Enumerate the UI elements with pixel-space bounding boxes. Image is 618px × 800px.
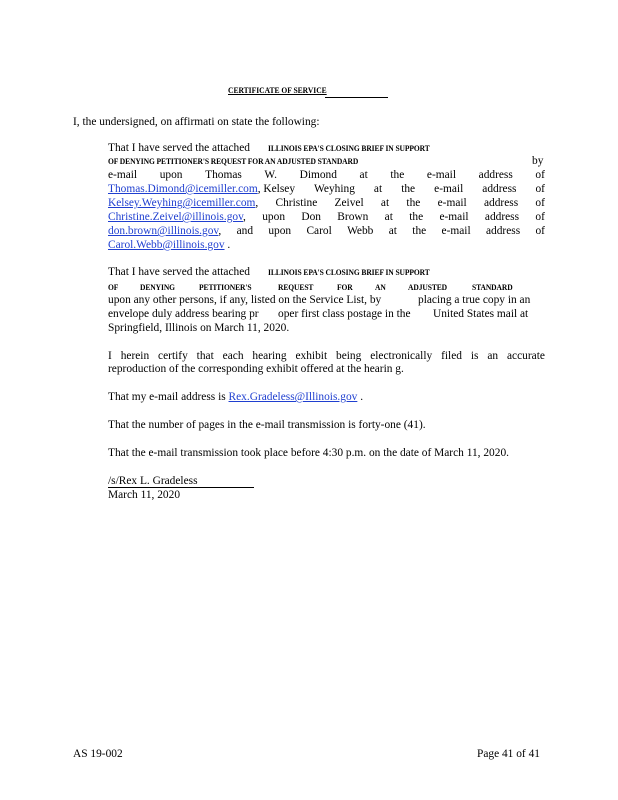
- p3-line1: I herein certify that each hearing exhibit being electronically filed is an accurate: [108, 350, 545, 362]
- p5-line: That the number of pages in the e-mail transmission is forty-one (41).: [108, 419, 426, 431]
- p1-row6: Carol.Webb@illinois.gov .: [108, 239, 231, 251]
- footer-case-number: AS 19-002: [73, 748, 123, 760]
- p2-doc-line2: OF DENYING PETITIONER'S REQUEST FOR AN ADJUSTED STANDARD: [108, 283, 513, 292]
- p2-line4b: oper first class postage in the: [278, 308, 411, 320]
- p2-lead: That I have served the attached: [108, 266, 250, 278]
- p2-doc-line1: ILLINOIS EPA'S CLOSING BRIEF IN SUPPORT: [268, 268, 430, 277]
- email-link-zeivel[interactable]: Christine.Zeivel@illinois.gov: [108, 211, 244, 223]
- p1-doc-line2: OF DENYING PETITIONER'S REQUEST FOR AN ADJUSTED STANDARD: [108, 157, 359, 166]
- page-title: CERTIFICATE OF SERVICE: [228, 86, 327, 95]
- signature-line: [108, 487, 254, 488]
- p2-line4c: United States mail at: [433, 308, 529, 320]
- email-link-brown[interactable]: don.brown@illinois.gov: [108, 225, 219, 237]
- p1-row3: Kelsey.Weyhing@icemiller.com, Christine Zeivel at the e-mail address of: [108, 197, 545, 209]
- p2-line3: upon any other persons, if any, listed on the Service List, by: [108, 294, 382, 306]
- p6-line: That the e-mail transmission took place before 4:30 p.m. on the date of March 11, 2020.: [108, 447, 509, 459]
- title-underline: [325, 97, 388, 98]
- p1-by: by: [532, 155, 544, 167]
- p1-row1: e-mail upon Thomas W. Dimond at the e-mail address of: [108, 169, 545, 181]
- p2-line3b: placing a true copy in an: [418, 294, 531, 306]
- email-link-gradeless[interactable]: Rex.Gradeless@Illinois.gov: [228, 391, 358, 403]
- p1-row4: Christine.Zeivel@illinois.gov, upon Don Brown at the e-mail address of: [108, 211, 545, 223]
- intro-text: I, the undersigned, on affirmati on state the following:: [73, 116, 320, 128]
- p1-doc-line1: ILLINOIS EPA'S CLOSING BRIEF IN SUPPORT: [268, 144, 430, 153]
- footer-page-number: Page 41 of 41: [477, 748, 540, 760]
- email-link-dimond[interactable]: Thomas.Dimond@icemiller.com: [108, 183, 258, 195]
- p1-row5: don.brown@illinois.gov, and upon Carol Webb at the e-mail address of: [108, 225, 545, 237]
- p1-row2: Thomas.Dimond@icemiller.com, Kelsey Weyhing at the e-mail address of: [108, 183, 545, 195]
- signature: /s/Rex L. Gradeless: [108, 475, 198, 487]
- p1-lead: That I have served the attached: [108, 142, 250, 154]
- p2-line4: envelope duly address bearing pr: [108, 308, 259, 320]
- signature-date: March 11, 2020: [108, 489, 181, 501]
- email-link-weyhing[interactable]: Kelsey.Weyhing@icemiller.com: [108, 197, 256, 209]
- p4-line: That my e-mail address is Rex.Gradeless@Illinois.gov .: [108, 391, 364, 403]
- p3-line2: reproduction of the corresponding exhibit offered at the hearin g.: [108, 363, 404, 375]
- email-link-webb[interactable]: Carol.Webb@illinois.gov: [108, 239, 225, 251]
- p2-line5: Springfield, Illinois on March 11, 2020.: [108, 322, 290, 334]
